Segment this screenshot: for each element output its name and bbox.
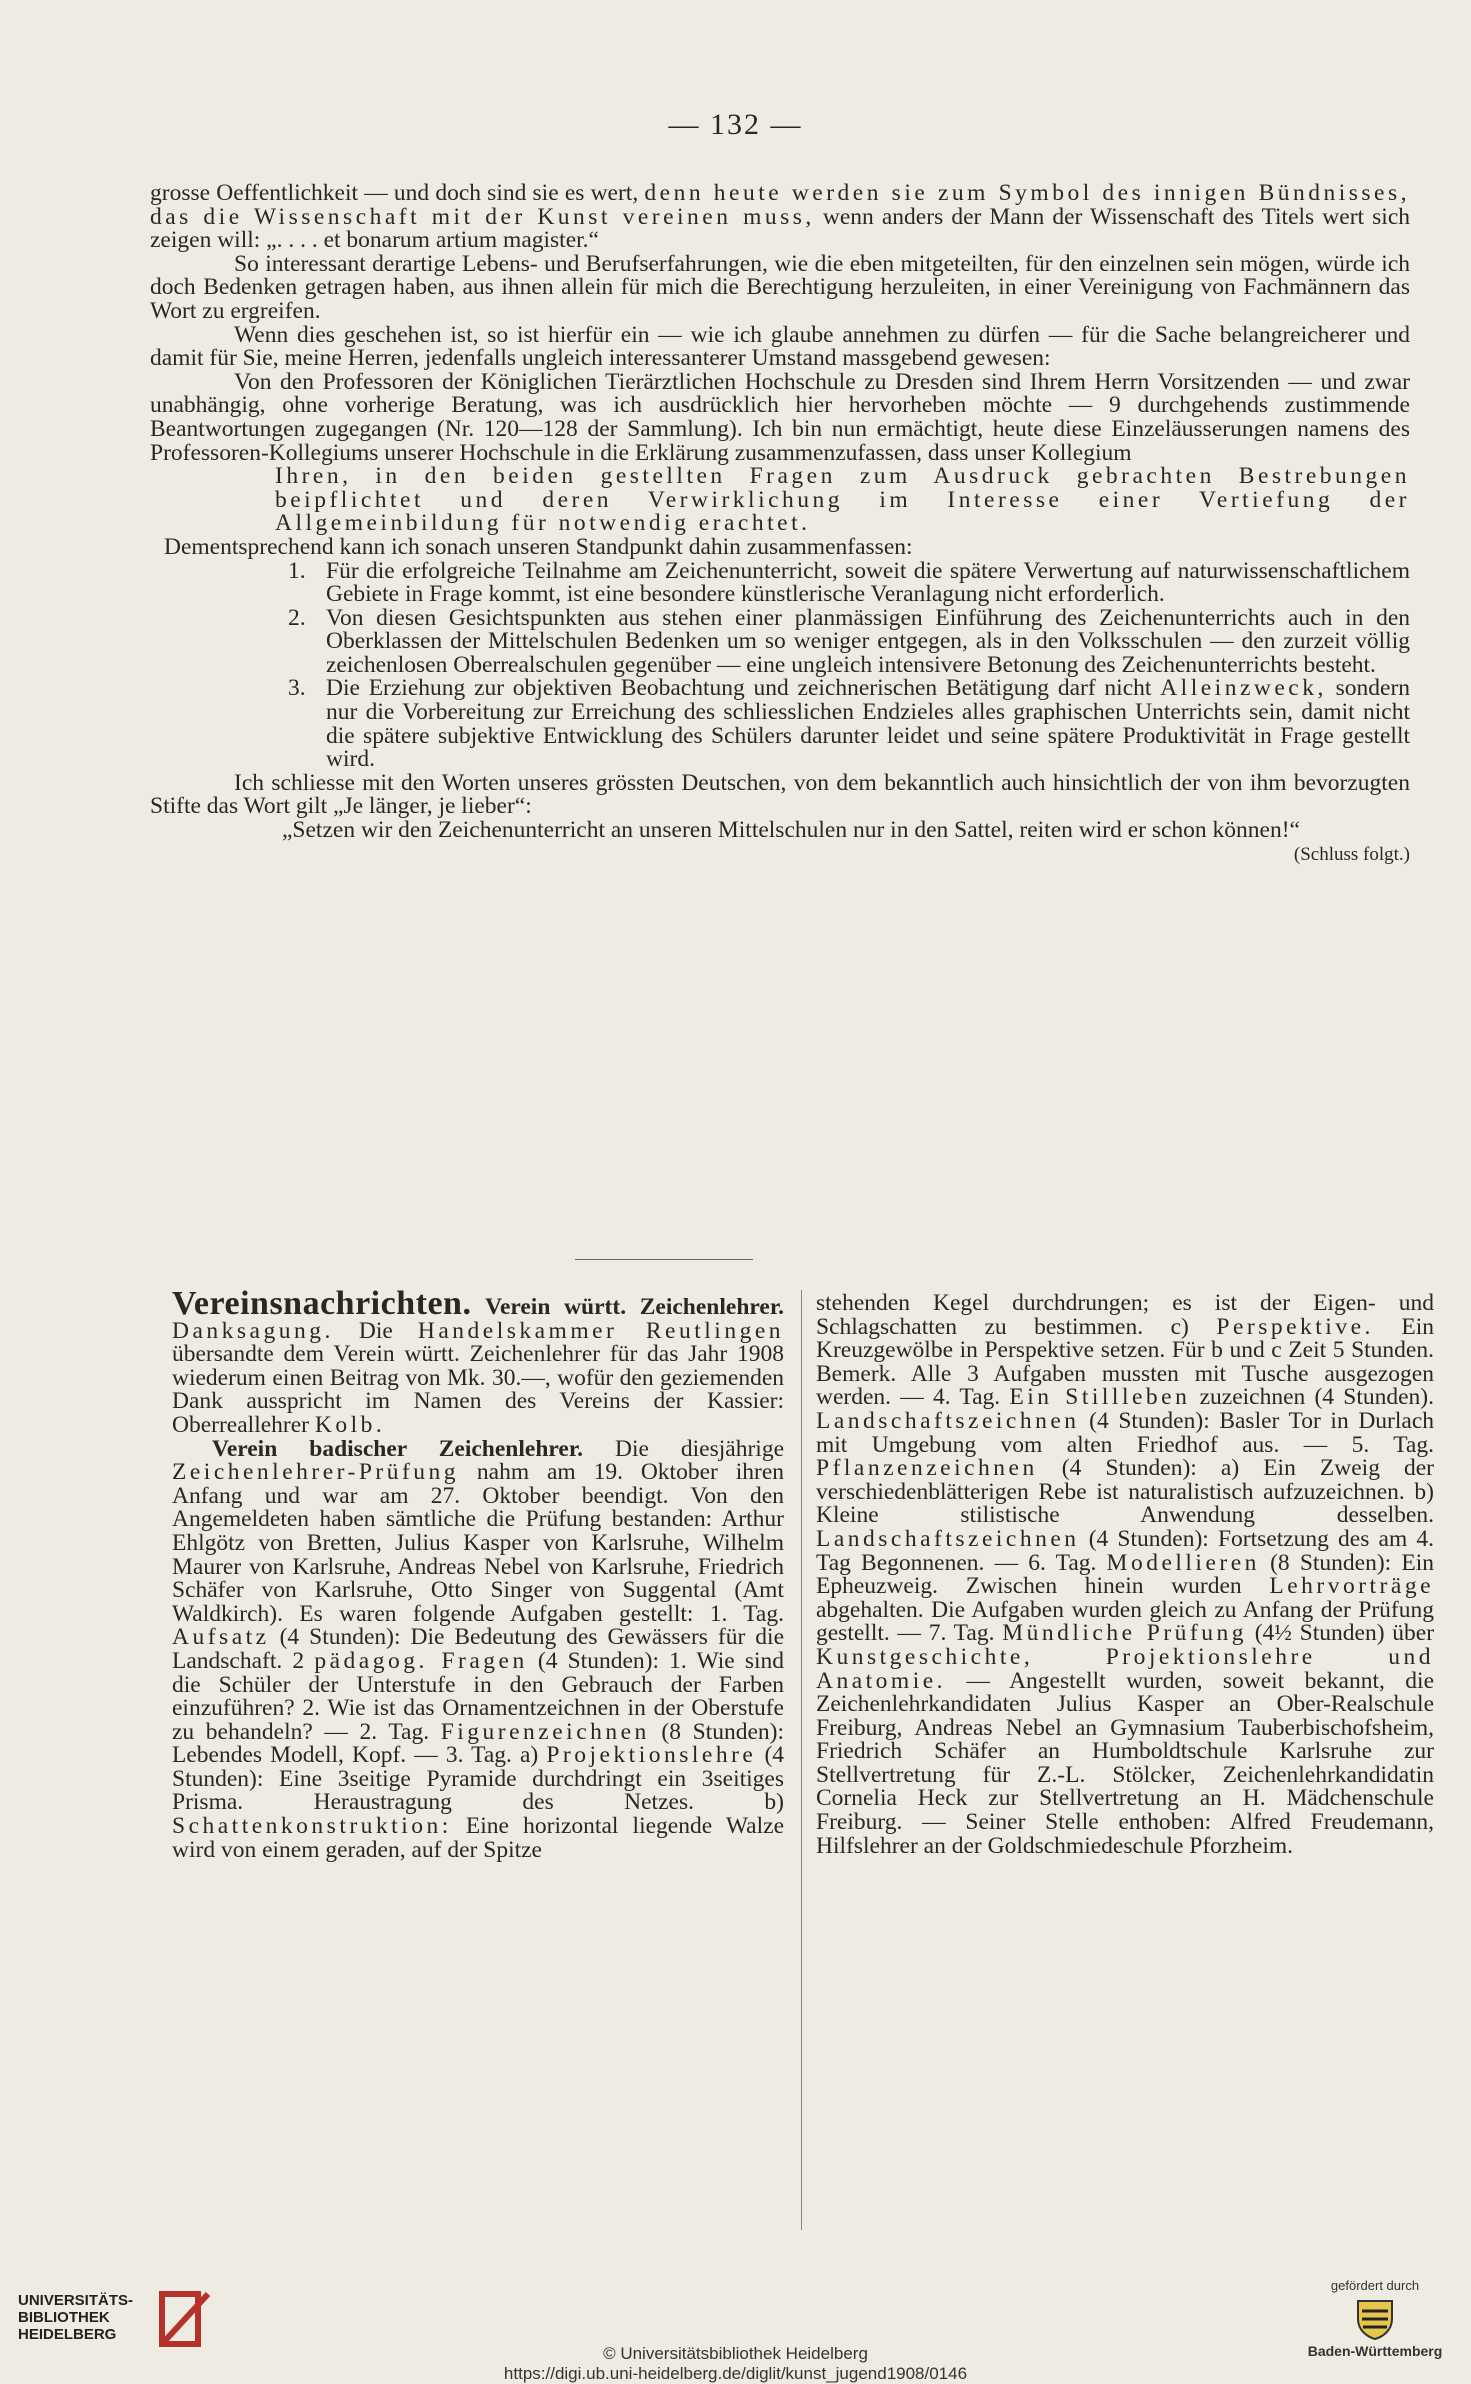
numbered-list bbox=[150, 557, 1411, 773]
paragraph-4: Von den Professoren der Königlichen Tierärztlichen Hochschule zu Dresden sind Ihrem Herrn Vorsitzenden — und zwar unabhängig, ohne vorherige Beratung, was ich ausdrücklich hier hervorheben möchte — 9 durchgehends zustimmende Beantwortungen zugegangen (Nr. 120—128 der Sammlung). Ich bin nun ermächtigt, heute diese Einzeläusserungen namens des Professoren-Kollegiums unserer Hochschule in die Erklärung zusammenzufassen, dass unser Kollegium bbox=[150, 368, 1410, 466]
paragraph-7: Ich schliesse mit den Worten unseres grössten Deutschen, von dem bekanntlich auch hinsichtlich der von ihm bevorzugten Stifte das Wort gilt „Je länger, je lieber“: bbox=[150, 769, 1410, 820]
coat-of-arms-icon bbox=[1352, 2297, 1398, 2341]
paragraph-1: grosse Oeffentlichkeit — und doch sind sie es wert, denn heute werden sie zum Symbol des innigen Bündnisses, das die Wissenschaft mit der Kunst vereinen muss, wenn anders der Mann der Wissenschaft des Titels wert sich zeigen will: „. . . . et bonarum artium magister.“ bbox=[150, 180, 1411, 254]
emphasis-declaration: Ihren, in den beiden gestellten Fragen zum Ausdruck gebrachten Bestrebungen beipflichtet und deren Verwirklichung im Interesse einer Vertiefung der Allgemeinbildung für notwendig erachtet. bbox=[275, 463, 1410, 537]
closing-quote: „Setzen wir den Zeichenunterricht an unseren Mittelschulen nur in den Sattel, reiten wird er schon können!“ bbox=[282, 817, 1300, 844]
funding-logo[interactable]: gefördert durch Baden-Württemberg bbox=[1307, 2278, 1443, 2359]
news-paragraph-2: Verein badischer Zeichenlehrer. Die diesjährige Zeichenlehrer-Prüfung nahm am 19. Oktober ihren Anfang und war am 27. Oktober beendigt. Von den Angemeldeten haben sämtliche die Prüfung bestanden: Arthur Ehlgötz von Bretten, Julius Kasper von Karlsruhe, Wilhelm Maurer von Karlsruhe, Andreas Nebel von Karlsruhe, Friedrich Schäfer von Karlsruhe, Otto Singer von Suggental (Amt Waldkirch). Es waren folgende Aufgaben gestellt: 1. Tag. Aufsatz (4 Stunden): Die Bedeutung des Gewässers für die Landschaft. 2 pädagog. Fragen (4 Stunden): 1. Wie sind die Schüler der Unterstufe in den Gebrauch der Farben einzuführen? 2. Wie ist das Ornamentzeichnen in der Oberstufe zu behandeln? — 2. Tag. Figurenzeichnen (8 Stunden): Lebendes Modell, Kopf. — 3. Tag. a) Projektionslehre (4 Stunden): Eine 3seitige Pyramide durchdringt ein 3seitiges Prisma. Heraustragung des Netzes. b) Schattenkonstruktion: Eine horizontal liegende Walze wird von einem geraden, auf der Spitze bbox=[172, 1435, 785, 1863]
news-column-right bbox=[816, 1292, 1434, 1858]
column-separator bbox=[801, 1290, 802, 2230]
news-column-left bbox=[172, 1285, 785, 1863]
copyright-text: © Universitätsbibliothek Heidelberg bbox=[603, 2344, 868, 2363]
paragraph-6: Dementsprechend kann ich sonach unseren Standpunkt dahin zusammenfassen: bbox=[164, 533, 913, 560]
section-divider bbox=[575, 1259, 753, 1260]
list-item: 1. Für die erfolgreiche Teilnahme am Zeichenunterricht, soweit die spätere Verwertung auf naturwissenschaftlichem Gebiete in Frage kommt, ist eine besondere künstlerische Veranlagung nicht erforderlich. bbox=[288, 557, 1410, 608]
library-emblem-icon bbox=[158, 2290, 214, 2348]
run-in-heading: Verein badischer Zeichenlehrer. bbox=[212, 1435, 583, 1462]
footer-credits bbox=[0, 2344, 1471, 2384]
news-paragraph-2-continued: stehenden Kegel durchdrungen; es ist der Eigen- und Schlagschatten zu bestimmen. c) Perspektive. Ein Kreuzgewölbe in Perspektive setzen. Für b und c Zeit 5 Stunden. Bemerk. Alle 3 Aufgaben mussten mit Tusche ausgezogen werden. — 4. Tag. Ein Stillleben zuzeichnen (4 Stunden). Landschaftszeichnen (4 Stunden): Basler Tor in Durlach mit Umgebung vom alten Friedhof aus. — 5. Tag. Pflanzenzeichnen (4 Stunden): a) Ein Zweig der verschiedenblätterigen Rebe ist naturalistisch aufzuzeichnen. b) Kleine stilistische Anwendung desselben. Landschaftszeichnen (4 Stunden): Fortsetzung des am 4. Tag Begonnenen. — 6. Tag. Modellieren (8 Stunden): Ein Epheuzweig. Zwischen hinein wurden Lehrvorträge abgehalten. Die Aufgaben wurden gleich zu Anfang der Prüfung gestellt. — 7. Tag. Mündliche Prüfung (4½ Stunden) über Kunstgeschichte, Projektionslehre und Anatomie. — Angestellt wurden, soweit bekannt, die Zeichenlehrkandidaten Julius Kasper an Ober-Realschule Freiburg, Andreas Nebel an Gymnasium Tauberbischofsheim, Friedrich Schäfer an Humboldtschule Karlsruhe zur Stellvertretung für Z.-L. Stölcker, Zeichenlehrkandidatin Cornelia Heck zur Stellvertretung an H. Mädchenschule Freiburg. — Seiner Stelle enthoben: Alfred Freudemann, Hilfslehrer an der Goldschmiedeschule Pforzheim. bbox=[816, 1290, 1435, 1859]
paragraph-2: So interessant derartige Lebens- und Berufserfahrungen, wie die eben mitgeteilten, für den einzelnen sein mögen, würde ich doch Bedenken getragen haben, aus ihnen allein für mich die Berechtigung herzuleiten, in einer Vereinigung von Fachmännern das Wort zu ergreifen. bbox=[150, 250, 1410, 324]
main-article bbox=[150, 182, 1410, 866]
library-logo[interactable]: UNIVERSITÄTS- BIBLIOTHEK HEIDELBERG bbox=[18, 2270, 208, 2358]
section-title: Vereinsnachrichten. bbox=[172, 1285, 472, 1322]
list-item: 3. Die Erziehung zur objektiven Beobachtung und zeichnerischen Betätigung darf nicht Alleinzweck, sondern nur die Vorbereitung zur Erreichung des schliesslichen Endzieles alles graphischen Unterrichts sein, damit nicht die spätere subjektive Entwicklung des Schülers darunter leidet und seine spätere Produktivität in Frage gestellt wird. bbox=[288, 675, 1411, 773]
source-url-link[interactable]: https://digi.ub.uni-heidelberg.de/diglit/kunst_jugend1908/0146 bbox=[503, 2364, 968, 2383]
list-item: 2. Von diesen Gesichtspunkten aus stehen einer planmässigen Einführung des Zeichenunterrichts auch in den Oberklassen der Mittelschulen Bedenken um so weniger entgegen, als in den Volksschulen — den zurzeit völlig zeichenlosen Oberrealschulen gegenüber — eine ungleich intensivere Betonung des Zeichenunterrichts besteht. bbox=[288, 604, 1410, 678]
paragraph-3: Wenn dies geschehen ist, so ist hierfür ein — wie ich glaube annehmen zu dürfen — für die Sache belangreicherer und damit für Sie, meine Herren, jedenfalls ungleich interessanterer Umstand massgebend gewesen: bbox=[150, 321, 1410, 372]
continuation-note: (Schluss folgt.) bbox=[1293, 843, 1410, 865]
news-paragraph-1: Vereinsnachrichten. Verein württ. Zeichenlehrer. Danksagung. Die Handelskammer Reutlingen übersandte dem Verein württ. Zeichenlehrer für das Jahr 1908 wiederum einen Beitrag von Mk. 30.—, wofür den geziemenden Dank ausspricht im Namen des Vereins der Kassier: Oberreallehrer Kolb. bbox=[172, 1285, 785, 1438]
digitization-footer bbox=[0, 2270, 1471, 2383]
run-in-heading: Verein württ. Zeichenlehrer. bbox=[485, 1294, 784, 1320]
spaced-emphasis: denn heute werden sie zum Symbol des innigen Bündnisses, das die Wissenschaft mit der Kunst vereinen muss, bbox=[150, 180, 1411, 230]
page-number: — 132 — bbox=[668, 108, 803, 141]
